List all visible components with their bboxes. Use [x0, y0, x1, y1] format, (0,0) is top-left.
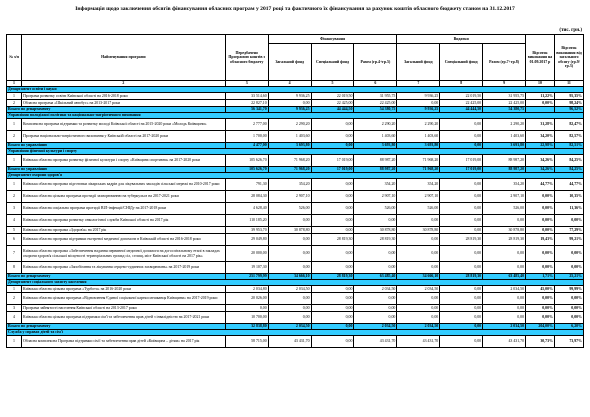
amount-cell: 0,00	[311, 305, 354, 312]
section-title: Управління молодіжної політики та національно-патріотичного виховання	[7, 113, 584, 119]
total-amount-cell: 88 987,20	[354, 167, 397, 173]
table-row	[7, 93, 584, 100]
amount-cell: 0,00	[354, 293, 397, 305]
amount-cell: 28 819,30	[440, 234, 483, 246]
row-number: 2	[7, 191, 22, 203]
amount-cell: 0,00	[268, 100, 311, 107]
amount-cell: 9 936,25	[268, 93, 311, 100]
amount-cell: 43 431,70	[268, 336, 311, 348]
header-expenses: Видатки	[397, 35, 526, 44]
row-number: 5	[7, 227, 22, 234]
header-planned: Передбачено Програмою коштів з обласного бюджету	[225, 35, 268, 81]
percent-cell: 44,77%	[526, 179, 555, 191]
amount-cell: 71 968,20	[268, 155, 311, 167]
amount-cell: 526,00	[354, 203, 397, 215]
amount-cell: 1 403,60	[268, 131, 311, 143]
amount-cell: 0,00	[483, 215, 526, 227]
program-name: Київська обласна програма «Здоров'я» на 2017 рік	[22, 227, 226, 234]
percent-cell: 0,00%	[554, 215, 583, 227]
amount-cell: 0,00	[440, 293, 483, 305]
percent-cell: 95,35%	[554, 93, 583, 100]
amount-cell: 71 968,20	[397, 155, 440, 167]
amount-cell: 2 290,20	[354, 119, 397, 131]
percent-cell: 0,00%	[526, 305, 555, 312]
amount-cell: 0,00	[440, 179, 483, 191]
column-number: 8	[440, 81, 483, 87]
table-row	[7, 191, 584, 203]
percent-cell: 31,28%	[526, 119, 555, 131]
amount-cell: 43 431,70	[354, 336, 397, 348]
total-percent-cell: 96,52%	[554, 107, 583, 113]
total-amount-cell: 56 341,70	[225, 107, 268, 113]
total-percent-cell: 6,20%	[554, 324, 583, 330]
total-amount-cell: 63 485,40	[354, 274, 397, 280]
row-number: 6	[7, 234, 22, 246]
amount-cell: 0,00	[440, 246, 483, 262]
amount-cell: 31 955,75	[354, 93, 397, 100]
program-name: Київська обласна цільова програма «Турбота» на 2016-2020 роки	[22, 286, 226, 293]
total-amount-cell: 17 019,00	[440, 167, 483, 173]
amount-cell: 0,00	[440, 227, 483, 234]
amount-cell: 2 907,10	[268, 191, 311, 203]
row-number: 7	[7, 246, 22, 262]
amount-cell: 2 907,10	[483, 191, 526, 203]
amount-cell: 2 034,50	[483, 286, 526, 293]
percent-cell: 0,00%	[526, 293, 555, 305]
table-row	[7, 312, 584, 324]
table-row	[7, 227, 584, 234]
amount-cell: 2 034,50	[397, 286, 440, 293]
amount-cell: 0,00	[311, 246, 354, 262]
amount-cell: 0,00	[268, 215, 311, 227]
table-row	[7, 100, 584, 107]
amount-cell: 0,00	[311, 215, 354, 227]
row-number: 4	[7, 312, 22, 324]
percent-cell: 19,43%	[526, 234, 555, 246]
header-fin-general: Загальний фонд	[268, 44, 311, 81]
table-row	[7, 262, 584, 274]
row-number: 3	[7, 305, 22, 312]
total-amount-cell: 9 936,25	[268, 107, 311, 113]
amount-cell: 0,00	[268, 262, 311, 274]
total-amount-cell: 3 693,80	[397, 143, 440, 149]
amount-cell: 19 107,30	[225, 262, 268, 274]
amount-cell: 22 425,00	[354, 100, 397, 107]
amount-cell: 0,00	[268, 234, 311, 246]
percent-cell: 0,00%	[526, 100, 555, 107]
amount-cell: 22 019,50	[440, 93, 483, 100]
percent-cell: 82,47%	[554, 119, 583, 131]
amount-cell: 0,00	[440, 191, 483, 203]
percent-cell: 10,35%	[554, 191, 583, 203]
column-number: 1	[7, 81, 22, 87]
amount-cell: 0,00	[440, 305, 483, 312]
amount-cell: 88 987,20	[354, 155, 397, 167]
amount-cell: 0,00	[483, 246, 526, 262]
amount-cell: 28 819,30	[311, 234, 354, 246]
total-percent-cell: 25,21%	[554, 274, 583, 280]
total-amount-cell: 3 693,80	[268, 143, 311, 149]
percent-cell: 0,00%	[526, 203, 555, 215]
amount-cell: 2 907,10	[354, 191, 397, 203]
amount-cell: 2 034,80	[225, 286, 268, 293]
amount-cell: 2 290,20	[397, 119, 440, 131]
amount-cell: 0,00	[268, 293, 311, 305]
amount-cell: 0,00	[225, 305, 268, 312]
column-number: 4	[268, 81, 311, 87]
total-label: Всього по управлінню	[7, 167, 226, 173]
amount-cell: 0,00	[268, 246, 311, 262]
amount-cell: 0,00	[354, 312, 397, 324]
column-number: 6	[354, 81, 397, 87]
amount-cell: 0,00	[397, 312, 440, 324]
amount-cell: 0,00	[311, 262, 354, 274]
amount-cell: 526,00	[483, 203, 526, 215]
amount-cell: 354,20	[483, 179, 526, 191]
table-row	[7, 336, 584, 348]
total-amount-cell: 17 019,00	[311, 167, 354, 173]
header-no: № з/п	[7, 35, 22, 81]
total-amount-cell: 0,00	[440, 324, 483, 330]
total-percent-cell: 1,71%	[526, 274, 555, 280]
row-number: 1	[7, 336, 22, 348]
total-label: Всього по департаменту	[7, 107, 226, 113]
total-amount-cell: 251 799,99	[225, 274, 268, 280]
percent-cell: 11,22%	[526, 93, 555, 100]
table-row	[7, 179, 584, 191]
amount-cell: 28 819,30	[354, 234, 397, 246]
header-exp-total: Разом (гр.7+гр.8)	[483, 44, 526, 81]
percent-cell: 34,26%	[526, 155, 555, 167]
header-pct2: Відсоток виконання від загального обсягу (гр.9/гр.3)	[554, 35, 583, 81]
program-name: Київська обласна програма підготовки лікарських кадрів для лікувальних закладів сільської мережі на 2010-2017 роки	[22, 179, 226, 191]
amount-cell: 0,00	[268, 305, 311, 312]
total-percent-cell: 22,98%	[526, 143, 555, 149]
header-fin-total: Разом (гр.4+гр.5)	[354, 44, 397, 81]
percent-cell: 0,00%	[526, 215, 555, 227]
amount-cell: 0,00	[311, 191, 354, 203]
header-fin-special: Спеціальний фонд	[311, 44, 354, 81]
percent-cell: 44,77%	[554, 179, 583, 191]
amount-cell: 30 878,80	[397, 227, 440, 234]
amount-cell: 105 626,70	[225, 155, 268, 167]
total-amount-cell: 9 936,25	[397, 107, 440, 113]
amount-cell: 22 019,50	[311, 93, 354, 100]
amount-cell: 0,00	[440, 203, 483, 215]
amount-cell: 88 987,20	[483, 155, 526, 167]
program-name: Київська обласна програма «Запобігання та лікування серцево-судинних захворювань» на 2017-2019 роки	[22, 262, 226, 274]
program-name: Київська обласна соціальна програма протидії ВІЛ-інфекції/СНІДу на 2017-2018 роки	[22, 203, 226, 215]
programs-table	[6, 34, 584, 348]
percent-cell: 0,00%	[526, 227, 555, 234]
amount-cell: 31 955,75	[483, 93, 526, 100]
table-row	[7, 246, 584, 262]
section-title: Департамент охорони здоров'я	[7, 173, 584, 179]
total-percent-cell: 82,51%	[554, 143, 583, 149]
amount-cell: 526,00	[268, 203, 311, 215]
amount-cell: 30 878,80	[354, 227, 397, 234]
program-name: Програма зайнятості населення Київської області на 2013-2017 роки	[22, 305, 226, 312]
amount-cell: 2 290,20	[268, 119, 311, 131]
amount-cell: 30 878,80	[483, 227, 526, 234]
amount-cell: 1 403,60	[354, 131, 397, 143]
amount-cell: 28 819,30	[483, 234, 526, 246]
amount-cell: 0,00	[354, 262, 397, 274]
amount-cell: 526,00	[397, 203, 440, 215]
section-title: Департамент соціального захисту населення	[7, 280, 584, 286]
percent-cell: 11,36%	[554, 203, 583, 215]
amount-cell: 354,20	[354, 179, 397, 191]
amount-cell: 0,00	[311, 119, 354, 131]
program-name: Київська обласна цільова програма протидії захворюванню на туберкульоз на 2017-2021 роки	[22, 191, 226, 203]
total-amount-cell: 0,00	[311, 143, 354, 149]
percent-cell: 0,00%	[554, 312, 583, 324]
header-financing: Фінансування	[268, 35, 397, 44]
program-name: Київська обласна програма підтримки екстреної медичної допомоги в Київській області на 2016-2018 роки	[22, 234, 226, 246]
percent-cell: 0,00%	[554, 262, 583, 274]
percent-cell: 0,00%	[554, 246, 583, 262]
total-amount-cell: 0,00	[440, 143, 483, 149]
amount-cell: 0,00	[440, 131, 483, 143]
total-amount-cell: 54 380,75	[483, 107, 526, 113]
amount-cell: 0,00	[311, 312, 354, 324]
amount-cell: 20 000,00	[225, 246, 268, 262]
amount-cell: 0,00	[397, 293, 440, 305]
column-number: 2	[22, 81, 226, 87]
percent-cell: 0,00%	[554, 305, 583, 312]
amount-cell: 1 403,60	[483, 131, 526, 143]
amount-cell: 0,00	[311, 203, 354, 215]
column-number: 7	[397, 81, 440, 87]
program-name: Обласна комплексна Програма підтримки сім'ї та забезпечення прав дітей «Київщина – дітям» на 2017 рік	[22, 336, 226, 348]
total-amount-cell: 44 444,50	[311, 107, 354, 113]
unit-label: (тис. грн.)	[559, 28, 582, 33]
amount-cell: 0,00	[440, 262, 483, 274]
amount-cell: 58 715,00	[225, 336, 268, 348]
row-number: 2	[7, 100, 22, 107]
program-name: Київська обласна цільова програма підтримки сім'ї та забезпечення прав дітей з інвалідністю на 2017-2021 роки	[22, 312, 226, 324]
amount-cell: 354,20	[397, 179, 440, 191]
amount-cell: 1 403,60	[397, 131, 440, 143]
amount-cell: 0,00	[397, 246, 440, 262]
total-percent-cell: 204,00%	[526, 324, 555, 330]
table-row	[7, 131, 584, 143]
amount-cell: 10 700,00	[225, 312, 268, 324]
total-amount-cell: 54 380,75	[354, 107, 397, 113]
total-percent-cell: 84,25%	[554, 167, 583, 173]
amount-cell: 0,00	[311, 293, 354, 305]
amount-cell: 0,00	[354, 215, 397, 227]
total-amount-cell: 71 968,20	[397, 167, 440, 173]
total-amount-cell: 44 444,50	[440, 107, 483, 113]
amount-cell: 0,00	[397, 262, 440, 274]
row-number: 8	[7, 262, 22, 274]
percent-cell: 45,00%	[526, 286, 555, 293]
percent-cell: 0,00%	[526, 262, 555, 274]
total-amount-cell: 32 838,80	[225, 324, 268, 330]
total-label: Всього по департаменту	[7, 324, 226, 330]
total-amount-cell: 2 034,50	[354, 324, 397, 330]
column-number: 5	[311, 81, 354, 87]
amount-cell: 22 425,00	[440, 100, 483, 107]
program-name: Програма розвитку освіти Київської області на 2016-2018 роки	[22, 93, 226, 100]
amount-cell: 22 827,10	[225, 100, 268, 107]
row-number: 1	[7, 119, 22, 131]
table-body	[7, 87, 584, 348]
amount-cell: 0,00	[311, 336, 354, 348]
amount-cell: 39 953,70	[225, 227, 268, 234]
total-amount-cell: 3 693,80	[483, 143, 526, 149]
table-row	[7, 119, 584, 131]
percent-cell: 0,00%	[554, 293, 583, 305]
section-title: Департамент освіти і науки	[7, 87, 584, 93]
program-name: Комплексна програма підтримки та розвитку молоді Київської області на 2015-2020 роки «Молодь Київщини»	[22, 119, 226, 131]
amount-cell: 0,00	[311, 227, 354, 234]
total-amount-cell: 63 485,40	[483, 274, 526, 280]
amount-cell: 22 425,00	[483, 100, 526, 107]
amount-cell: 0,00	[483, 293, 526, 305]
program-name: Київська обласна програма розвитку фізичної культури і спорту «Київщина спортивна» на 2017-2020 роки	[22, 155, 226, 167]
percent-cell: 34,20%	[526, 131, 555, 143]
percent-cell: 73,97%	[554, 336, 583, 348]
amount-cell: 0,00	[397, 215, 440, 227]
amount-cell: 43 431,70	[397, 336, 440, 348]
document-title: Інформація щодо заключення обсягів фінансування обласних програм у 2017 році та фактичного їх фінансування за рахунок коштів обласного бюджету станом на 31.12.2017	[75, 6, 515, 12]
amount-cell: 29 049,80	[225, 234, 268, 246]
percent-cell: 82,57%	[554, 131, 583, 143]
row-number: 2	[7, 131, 22, 143]
amount-cell: 0,00	[354, 246, 397, 262]
amount-cell: 28 084,30	[225, 191, 268, 203]
header-name: Найменування програми	[22, 35, 226, 81]
percent-cell: 98,24%	[554, 100, 583, 107]
amount-cell: 43 431,70	[483, 336, 526, 348]
row-number: 1	[7, 179, 22, 191]
amount-cell: 0,00	[483, 312, 526, 324]
total-amount-cell: 28 819,30	[311, 274, 354, 280]
row-number: 1	[7, 286, 22, 293]
amount-cell: 0,00	[354, 305, 397, 312]
total-amount-cell: 28 819,30	[440, 274, 483, 280]
header-exp-general: Загальний фонд	[397, 44, 440, 81]
total-amount-cell: 88 987,20	[483, 167, 526, 173]
table-row	[7, 293, 584, 305]
amount-cell: 2 290,20	[483, 119, 526, 131]
amount-cell: 1 700,00	[225, 131, 268, 143]
header-pct1: Відсоток виконання на 01.09.2017 р	[526, 35, 555, 81]
amount-cell: 17 019,00	[311, 155, 354, 167]
column-number: 3	[225, 81, 268, 87]
percent-cell: 77,29%	[554, 227, 583, 234]
total-amount-cell: 34 666,10	[397, 274, 440, 280]
percent-cell: 84,25%	[554, 155, 583, 167]
total-label: Всього по департаменту	[7, 274, 226, 280]
amount-cell: 0,00	[397, 100, 440, 107]
section-title: Служба у справах дітей та сім'ї	[7, 330, 584, 336]
amount-cell: 791,30	[225, 179, 268, 191]
total-amount-cell: 2 034,50	[483, 324, 526, 330]
table-row	[7, 305, 584, 312]
row-number: 2	[7, 293, 22, 305]
table-row	[7, 286, 584, 293]
amount-cell: 0,00	[268, 312, 311, 324]
amount-cell: 22 425,00	[311, 100, 354, 107]
percent-cell: 0,00%	[526, 312, 555, 324]
total-label: Всього по управлінню	[7, 143, 226, 149]
total-amount-cell: 3 693,80	[354, 143, 397, 149]
total-amount-cell: 2 034,50	[397, 324, 440, 330]
header-exp-special: Спеціальний фонд	[440, 44, 483, 81]
amount-cell: 0,00	[440, 286, 483, 293]
amount-cell: 0,00	[311, 179, 354, 191]
total-amount-cell: 0,00	[311, 324, 354, 330]
row-number: 4	[7, 215, 22, 227]
percent-cell: 99,21%	[554, 234, 583, 246]
amount-cell: 0,00	[483, 305, 526, 312]
program-name: Обласна програма «Шкільний автобус» на 2013-2017 роки	[22, 100, 226, 107]
program-name: Київська обласна програма розвитку онкологічної служби Київської області на 2017 рік	[22, 215, 226, 227]
amount-cell: 33 514,60	[225, 93, 268, 100]
amount-cell: 0,00	[397, 234, 440, 246]
amount-cell: 30 878,80	[268, 227, 311, 234]
total-amount-cell: 34 666,10	[268, 274, 311, 280]
row-number: 1	[7, 155, 22, 167]
row-number: 1	[7, 93, 22, 100]
amount-cell: 110 185,20	[225, 215, 268, 227]
row-number: 3	[7, 203, 22, 215]
total-amount-cell: 2 034,50	[268, 324, 311, 330]
total-percent-cell: 34,26%	[526, 167, 555, 173]
amount-cell: 2 034,50	[268, 286, 311, 293]
amount-cell: 0,00	[397, 305, 440, 312]
total-amount-cell: 4 477,00	[225, 143, 268, 149]
column-number: 10	[526, 81, 555, 87]
amount-cell: 0,00	[440, 119, 483, 131]
amount-cell: 4 628,40	[225, 203, 268, 215]
amount-cell: 0,00	[440, 312, 483, 324]
column-number: 9	[483, 81, 526, 87]
percent-cell: 30,73%	[526, 336, 555, 348]
amount-cell: 20 026,00	[225, 293, 268, 305]
amount-cell: 0,00	[311, 131, 354, 143]
amount-cell: 17 019,00	[440, 155, 483, 167]
amount-cell: 9 936,25	[397, 93, 440, 100]
program-name: Київська обласна програма «Забезпечення надання первинної медичної допомоги на догоспітальному етапі в закладах охорони здоров'я сільської місцевості територіальних громад сіл, селищ, міст Київської області на 2017 рік»	[22, 246, 226, 262]
amount-cell: 354,20	[268, 179, 311, 191]
table-row	[7, 203, 584, 215]
total-amount-cell: 105 626,70	[225, 167, 268, 173]
percent-cell: 0,00%	[526, 191, 555, 203]
program-name: Київська обласна цільова програма «Відновлення Єдиної соціальної картки мешканця Київщини» на 2017-2019 роки	[22, 293, 226, 305]
section-title: Управління фізичної культури і спорту	[7, 149, 584, 155]
amount-cell: 2 777,00	[225, 119, 268, 131]
amount-cell: 0,00	[440, 215, 483, 227]
percent-cell: 0,00%	[526, 246, 555, 262]
table-row	[7, 155, 584, 167]
table-row	[7, 234, 584, 246]
percent-cell: 99,99%	[554, 286, 583, 293]
table-row	[7, 215, 584, 227]
column-number: 11	[554, 81, 583, 87]
amount-cell: 0,00	[440, 336, 483, 348]
amount-cell: 2 907,10	[397, 191, 440, 203]
amount-cell: 0,00	[311, 286, 354, 293]
program-name: Програма національно-патріотичного виховання у Київській області на 2017-2020 роки	[22, 131, 226, 143]
total-amount-cell: 71 968,20	[268, 167, 311, 173]
amount-cell: 0,00	[483, 262, 526, 274]
amount-cell: 2 034,50	[354, 286, 397, 293]
